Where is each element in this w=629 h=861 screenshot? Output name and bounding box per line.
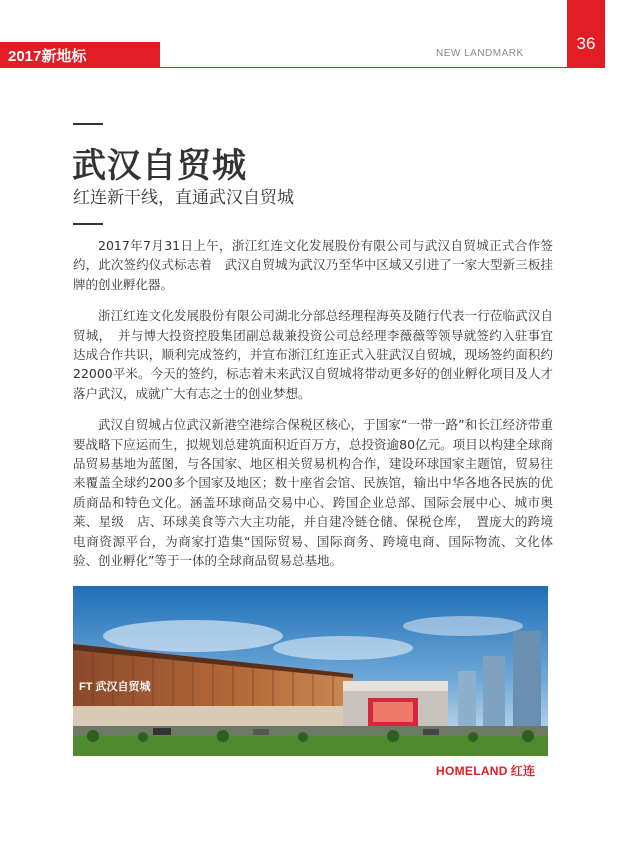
- section-label-en: NEW LANDMARK: [436, 48, 524, 59]
- brand-name-cn: 红连: [510, 764, 536, 778]
- section-label-bar: [0, 42, 160, 68]
- title-rule-top: [73, 123, 103, 125]
- paragraph-1: 2017年7月31日上午，浙江红连文化发展股份有限公司与武汉自贸城正式合作签约，此次签约仪式标志着 武汉自贸城为武汉乃至华中区域又引进了一家大型新三板挂牌的创业孵化器。: [73, 238, 553, 292]
- article-title: 武汉自贸城: [72, 146, 247, 186]
- header-divider: [160, 67, 570, 68]
- page-number-tab: [567, 0, 605, 68]
- page-number: 36: [576, 34, 596, 53]
- footer-brand: [436, 762, 535, 779]
- article-body: [73, 236, 553, 583]
- article-subtitle: 红连新干线，直通武汉自贸城: [73, 188, 294, 208]
- title-rule-bottom: [73, 223, 103, 225]
- building-photo: [73, 586, 548, 756]
- brand-name-en: HOMELAND: [436, 764, 508, 778]
- paragraph-2: 浙江红连文化发展股份有限公司湖北分部总经理程海英及随行代表一行莅临武汉自贸城， 并与博大投资控股集团副总裁兼投资公司总经理李薇薇等领导就签约入驻事宜达成合作共识，顺利完成签约，并宣布浙江红连正式入驻武汉自贸城，现场签约面积约22000平米。今天的签约，标志着未来武汉自贸城将带动更多好的创业孵化项目及人才落户武汉，成就广大有志之士的创业梦想。: [73, 308, 553, 401]
- section-label: 2017新地标: [8, 48, 87, 65]
- paragraph-3: 武汉自贸城占位武汉新港空港综合保税区核心，于国家“一带一路”和长江经济带重要战略下应运而生，拟规划总建筑面积近百万方，总投资逾80亿元。项目以构建全球商品贸易基地为蓝图，与各国家、地区相关贸易机构合作，建设环球国家主题馆，贸易往来覆盖全球约200多个国家及地区；数十座省会馆、民族馆，输出中华各地各民族的优质商品和特色文化。涵盖环球商品交易中心、跨国企业总部、国际会展中心、城市奥莱、星级 店、环球美食等六大主功能，并自建冷链仓储、保税仓库， 置庞大的跨境电商资源平台，为商家打造集“国际贸易、国际商务、跨境电商、国际物流、文化体验、创业孵化”等于一体的全球商品贸易总基地。: [73, 417, 553, 569]
- facade-sign: FT 武汉自贸城: [79, 681, 151, 693]
